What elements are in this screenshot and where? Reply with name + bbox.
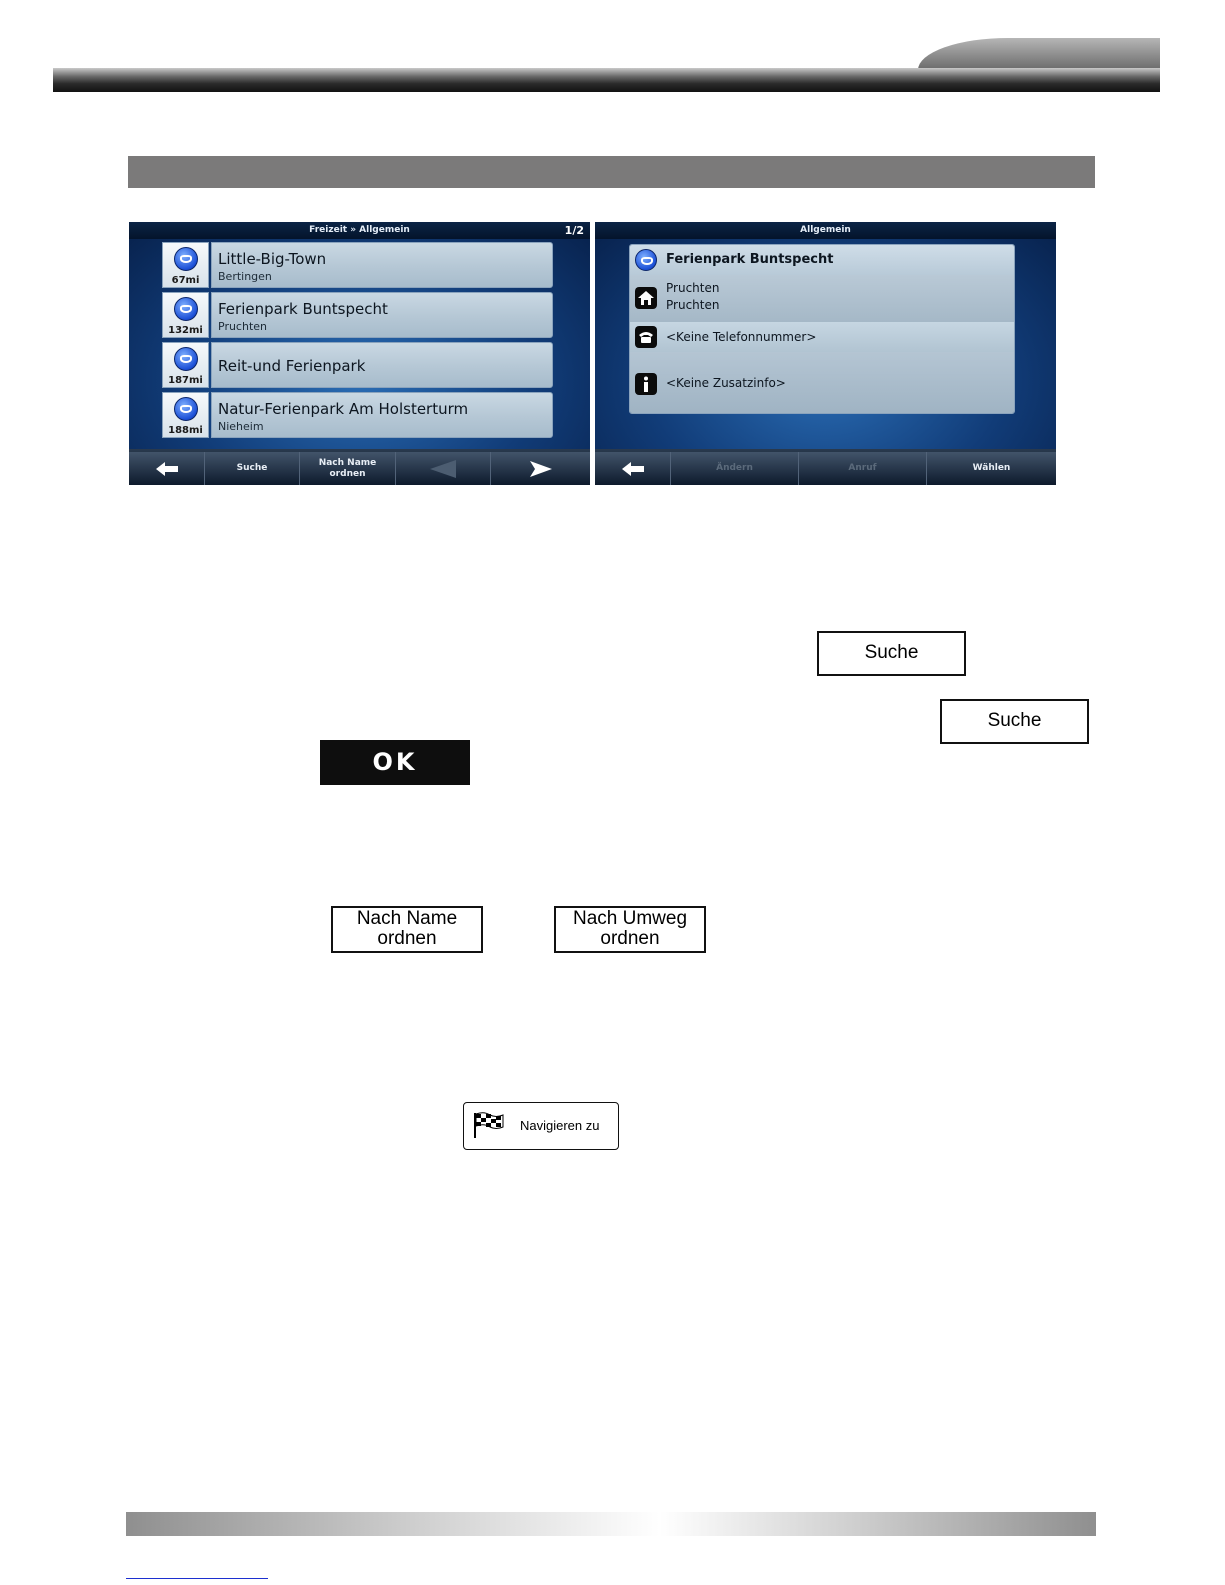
screen-title: Freizeit » Allgemein (129, 222, 590, 239)
distance-cell (162, 392, 209, 438)
arrow-left-icon (156, 462, 178, 476)
distance-cell (162, 342, 209, 388)
page-count: 1/2 (564, 224, 584, 237)
sort-button-line2: ordnen (329, 469, 366, 479)
poi-category-icon (174, 297, 198, 321)
sort-by-name-line1: Nach Name (356, 908, 458, 929)
detail-address-row[interactable] (630, 275, 1014, 322)
navigate-to-label: Navigieren zu (520, 1118, 600, 1133)
poi-place: Pruchten (218, 320, 268, 333)
footer-bar (126, 1512, 1096, 1536)
list-item[interactable] (162, 342, 590, 388)
header-tab-decoration (918, 38, 1160, 70)
poi-list-screen (129, 222, 590, 485)
screen-title: Allgemein (595, 222, 1056, 239)
distance-cell (162, 242, 209, 288)
list-item[interactable] (162, 242, 590, 288)
header-bar (53, 68, 1160, 92)
poi-name: Reit-und Ferienpark (218, 357, 366, 375)
bottom-toolbar (129, 449, 590, 485)
search-button[interactable]: Suche (940, 699, 1089, 744)
back-button[interactable] (129, 452, 204, 485)
house-icon (635, 287, 657, 309)
navigate-to-button[interactable] (463, 1102, 619, 1150)
poi-name: Ferienpark Buntspecht (218, 300, 388, 318)
poi-name: Natur-Ferienpark Am Holsterturm (218, 400, 469, 418)
list-item-body (211, 392, 553, 438)
poi-detail-screen (595, 222, 1056, 485)
section-bar (128, 156, 1095, 188)
previous-page-button[interactable] (395, 452, 490, 485)
search-button[interactable]: Suche (204, 452, 299, 485)
list-item-body (211, 342, 553, 388)
poi-category-icon (174, 397, 198, 421)
back-button[interactable] (595, 452, 670, 485)
checkered-flag-icon (472, 1111, 504, 1139)
list-item[interactable] (162, 292, 590, 338)
ok-button[interactable]: OK (320, 740, 470, 785)
sort-by-detour-line2: ordnen (600, 928, 660, 949)
distance-label: 187mi (168, 375, 203, 386)
poi-category-icon (174, 347, 198, 371)
distance-label: 188mi (168, 425, 203, 436)
additional-info: <Keine Zusatzinfo> (666, 376, 786, 390)
search-button[interactable]: Suche (817, 631, 966, 676)
triangle-left-icon (430, 460, 456, 478)
detail-info-row[interactable] (630, 352, 1014, 414)
bottom-toolbar (595, 449, 1056, 485)
sort-button-line1: Nach Name (318, 458, 377, 468)
poi-category-icon (635, 249, 657, 271)
poi-place: Bertingen (218, 270, 272, 283)
address-line1: Pruchten (666, 281, 720, 295)
address-line2: Pruchten (666, 298, 720, 312)
detail-phone-row[interactable] (630, 322, 1014, 352)
poi-name: Little-Big-Town (218, 250, 327, 268)
sort-by-detour-line1: Nach Umweg (572, 908, 688, 929)
info-icon (635, 373, 657, 395)
select-button[interactable]: Wählen (926, 452, 1056, 485)
arrow-left-icon (622, 462, 644, 476)
distance-label: 67mi (171, 275, 200, 286)
phone-number: <Keine Telefonnummer> (666, 330, 817, 344)
poi-category-icon (174, 247, 198, 271)
phone-icon (635, 326, 657, 348)
list-item-body (211, 292, 553, 338)
sort-by-detour-button[interactable] (554, 906, 706, 953)
list-item[interactable] (162, 392, 590, 438)
next-page-button[interactable] (490, 452, 590, 485)
triangle-right-icon (530, 461, 552, 477)
list-item-body (211, 242, 553, 288)
call-button[interactable]: Anruf (798, 452, 926, 485)
detail-name-row (630, 245, 1014, 275)
poi-name: Ferienpark Buntspecht (666, 252, 834, 267)
poi-place: Nieheim (218, 420, 264, 433)
edit-button[interactable]: Ändern (670, 452, 798, 485)
distance-cell (162, 292, 209, 338)
sort-by-name-button[interactable] (331, 906, 483, 953)
sort-by-name-line2: ordnen (377, 928, 437, 949)
sort-by-name-button[interactable] (299, 452, 395, 485)
detail-panel (629, 244, 1015, 414)
distance-label: 132mi (168, 325, 203, 336)
footer-link-underline (126, 1578, 268, 1579)
